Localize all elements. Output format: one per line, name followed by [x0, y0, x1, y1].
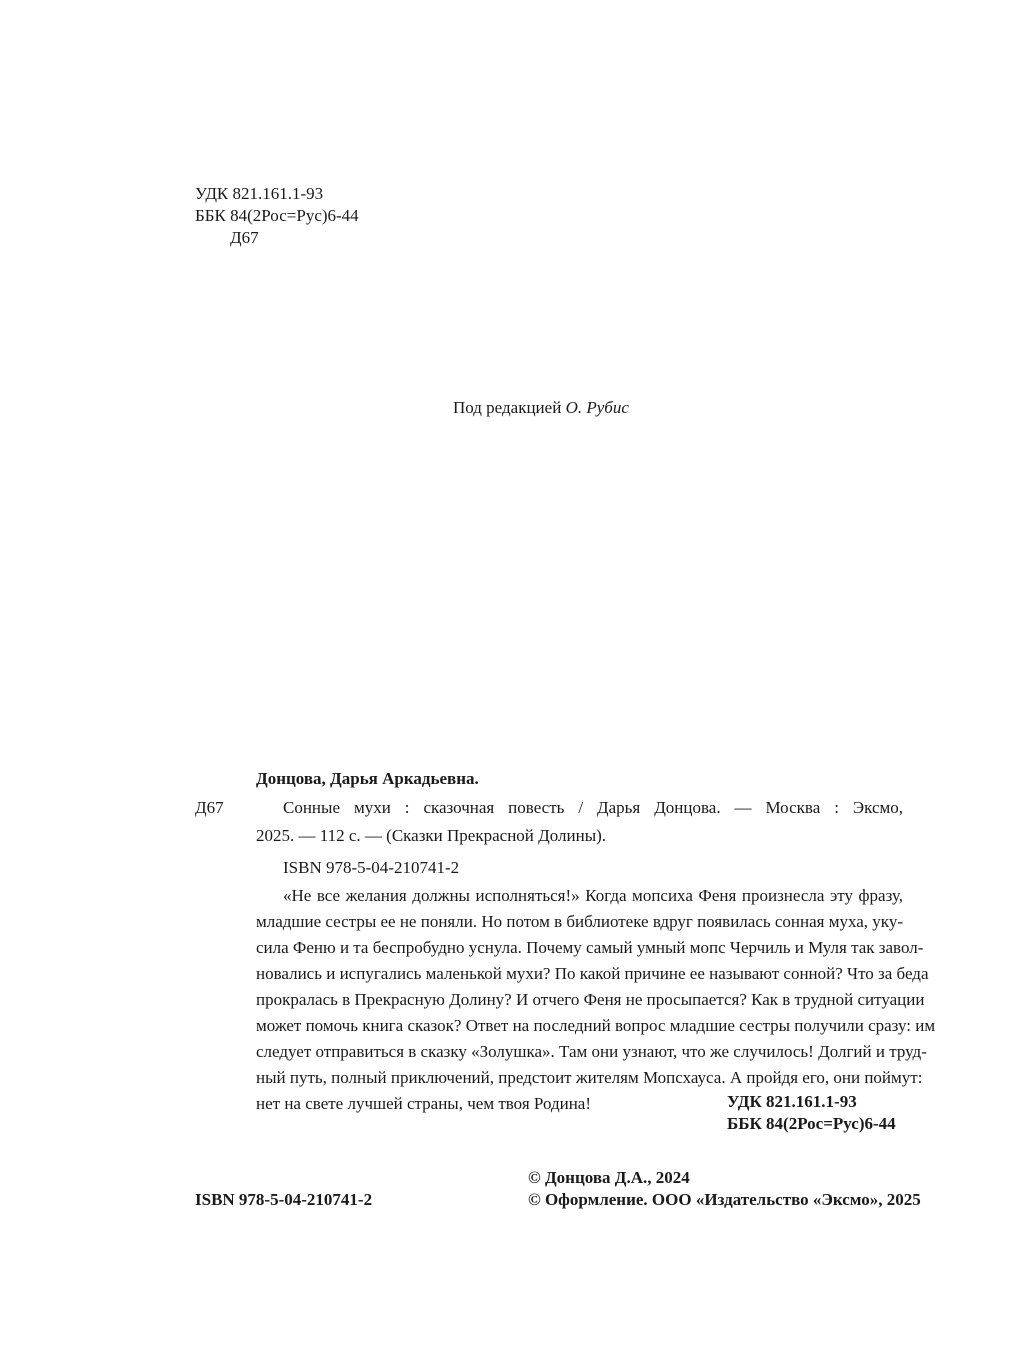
- abstract-line: «Не все желания должны исполняться!» Когда мопсиха Феня произнесла эту фразу,: [283, 886, 903, 905]
- udk-code: УДК 821.161.1-93: [195, 184, 324, 203]
- abstract-line: сила Феню и та беспробудно уснула. Почему самый умный мопс Черчиль и Муля так завол-: [256, 938, 924, 957]
- abstract-line: прокралась в Прекрасную Долину? И отчего Феня не просыпается? Как в трудной ситуации: [256, 990, 925, 1009]
- title-line: Сонные мухи : сказочная повесть / Дарья Донцова. — Москва : Эксмо,: [283, 798, 903, 817]
- abstract-line: нет на свете лучшей страны, чем твоя Родина!: [256, 1094, 592, 1113]
- bbk-code: ББК 84(2Рос=Рус)6-44: [195, 206, 359, 225]
- editor-name: О. Рубис: [565, 398, 629, 417]
- title-line: 2025. — 112 с. — (Сказки Прекрасной Долины).: [256, 826, 607, 845]
- author-mark: Д67: [195, 798, 224, 817]
- abstract-line: новались и испугались маленькой мухи? По какой причине ее называют сонной? Что за беда: [256, 964, 929, 983]
- bbk-code-bottom: ББК 84(2Рос=Рус)6-44: [727, 1114, 896, 1133]
- abstract-line: может помочь книга сказок? Ответ на последний вопрос младшие сестры получили сразу: им: [256, 1016, 936, 1035]
- editor-prefix: Под редакцией: [453, 398, 562, 417]
- abstract-line: следует отправиться в сказку «Золушка». Там они узнают, что же случилось! Долгий и труд-: [256, 1042, 927, 1061]
- isbn-footer: ISBN 978-5-04-210741-2: [195, 1190, 373, 1209]
- copyright-author: © Донцова Д.А., 2024: [528, 1168, 690, 1187]
- author-mark: Д67: [230, 228, 259, 247]
- abstract-line: ный путь, полный приключений, предстоит жителям Мопсхауса. А пройдя его, они поймут:: [256, 1068, 923, 1087]
- udk-code-bottom: УДК 821.161.1-93: [727, 1092, 857, 1111]
- author-heading: Донцова, Дарья Аркадьевна.: [256, 769, 479, 788]
- editor-line: [453, 398, 629, 418]
- copyright-design: © Оформление. ООО «Издательство «Эксмо», 2025: [528, 1190, 921, 1209]
- abstract-line: младшие сестры ее не поняли. Но потом в библиотеке вдруг появилась сонная муха, уку-: [256, 912, 903, 931]
- isbn: ISBN 978-5-04-210741-2: [283, 858, 460, 877]
